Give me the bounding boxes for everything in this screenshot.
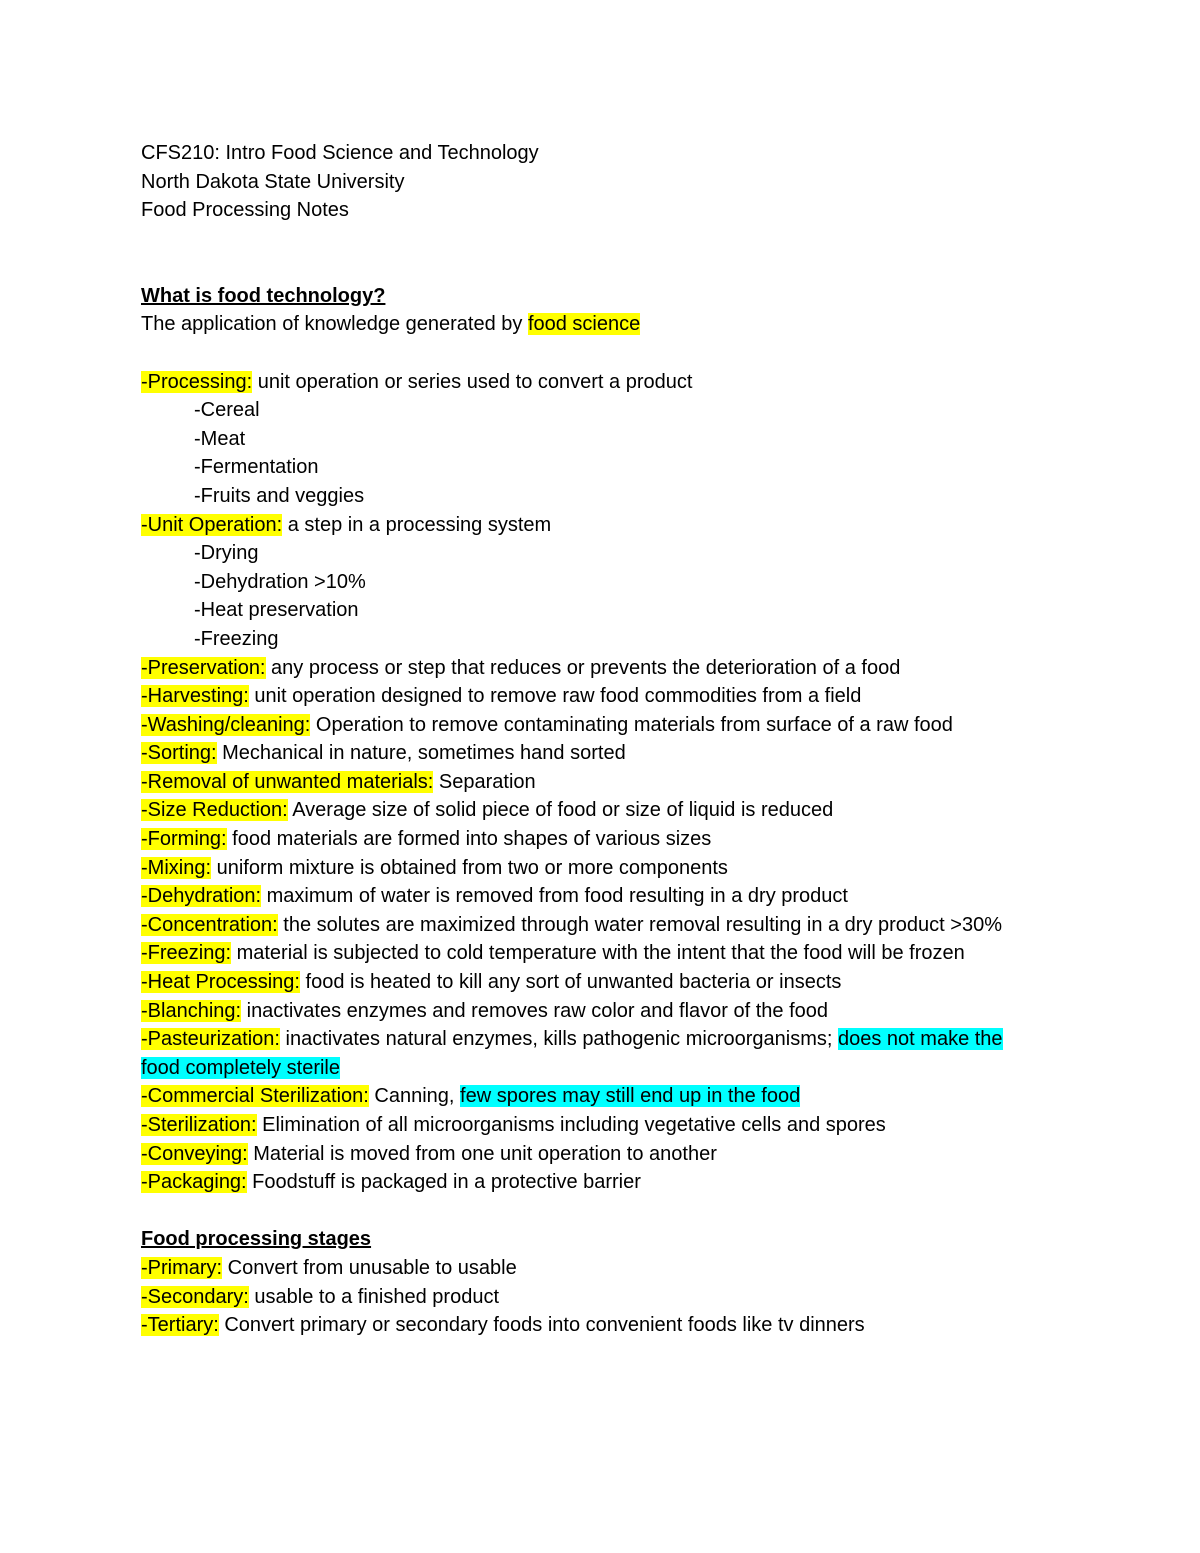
stage-secondary: [141, 1283, 1100, 1312]
term-size-reduction: [141, 796, 1100, 825]
term-sterilization: [141, 1111, 1100, 1140]
term-definition: Convert primary or secondary foods into convenient foods like tv dinners: [218, 1314, 865, 1337]
document-title: Food Processing Notes: [141, 199, 349, 222]
term-definition: the solutes are maximized through water removal resulting in a dry product >30%: [277, 913, 1002, 936]
term-label: -Harvesting:: [141, 685, 249, 708]
term-definition: a step in a processing system: [282, 513, 552, 536]
term-label: -Sorting:: [141, 742, 217, 765]
term-label: -Mixing:: [141, 856, 212, 879]
sub-item: -Drying: [194, 542, 259, 565]
spacer: [141, 1197, 1100, 1226]
term-blanching: [141, 997, 1100, 1026]
term-label: -Blanching:: [141, 999, 242, 1022]
term-definition: Average size of solid piece of food or size of liquid is reduced: [287, 799, 834, 822]
term-mixing: [141, 854, 1100, 883]
term-removal: [141, 768, 1100, 797]
term-definition: uniform mixture is obtained from two or more components: [211, 856, 728, 879]
sub-item: -Freezing: [194, 627, 279, 650]
term-unit-operation: [141, 511, 1100, 540]
term-definition: Foodstuff is packaged in a protective barrier: [246, 1171, 641, 1194]
term-label: -Unit Operation:: [141, 513, 283, 536]
sub-item: -Fruits and veggies: [194, 484, 365, 507]
term-label: -Freezing:: [141, 942, 232, 965]
term-definition: Canning,: [368, 1085, 461, 1108]
term-concentration: [141, 911, 1041, 940]
term-harvesting: [141, 682, 1100, 711]
term-label: -Sterilization:: [141, 1114, 257, 1136]
term-definition: food materials are formed into shapes of various sizes: [226, 828, 712, 851]
term-preservation: [141, 654, 1100, 683]
definition-text: The application of knowledge generated by: [141, 313, 528, 336]
term-conveying: [141, 1140, 1100, 1169]
term-definition: unit operation designed to remove raw food commodities from a field: [248, 685, 862, 708]
sub-item: -Meat: [194, 427, 246, 450]
term-pasteurization: [141, 1025, 1041, 1082]
term-definition: inactivates natural enzymes, kills pathogenic microorganisms;: [279, 1028, 838, 1051]
food-technology-definition: [141, 310, 1100, 339]
sub-item: -Cereal: [194, 399, 260, 422]
term-label: -Heat Processing:: [141, 971, 300, 994]
course-title: CFS210: Intro Food Science and Technology: [141, 142, 539, 164]
term-label: -Processing:: [141, 370, 253, 393]
term-definition: Separation: [433, 770, 536, 793]
spacer: [141, 339, 1100, 368]
term-dehydration: [141, 882, 1100, 911]
section-heading-food-technology: What is food technology?: [141, 284, 386, 307]
term-label: -Washing/cleaning:: [141, 713, 311, 736]
term-definition: usable to a finished product: [248, 1285, 500, 1308]
term-definition: Convert from unusable to usable: [222, 1256, 517, 1279]
term-label: -Secondary:: [141, 1285, 249, 1308]
term-definition: Elimination of all microorganisms including vegetative cells and spores: [256, 1114, 886, 1136]
term-definition: Material is moved from one unit operation to another: [247, 1142, 717, 1165]
term-freezing: [141, 939, 1100, 968]
term-forming: [141, 825, 1100, 854]
term-definition: Operation to remove contaminating materials from surface of a raw food: [310, 713, 953, 736]
term-label: -Conveying:: [141, 1142, 248, 1165]
sub-item: -Fermentation: [194, 456, 319, 479]
term-definition: unit operation or series used to convert a product: [252, 370, 693, 393]
term-sorting: [141, 739, 1100, 768]
term-definition: any process or step that reduces or prevents the deterioration of a food: [265, 656, 901, 679]
term-label: -Commercial Sterilization:: [141, 1085, 369, 1108]
term-definition: Mechanical in nature, sometimes hand sorted: [216, 742, 626, 765]
term-definition: material is subjected to cold temperature with the intent that the food will be frozen: [231, 942, 965, 965]
term-label: -Size Reduction:: [141, 799, 288, 822]
term-packaging: [141, 1168, 1100, 1197]
highlight-note: few spores may still end up in the food: [460, 1085, 801, 1108]
stage-tertiary: [141, 1311, 1100, 1340]
sub-item: -Heat preservation: [194, 599, 359, 622]
highlight-food-science: food science: [527, 313, 641, 336]
university-name: North Dakota State University: [141, 170, 405, 193]
term-label: -Preservation:: [141, 656, 266, 679]
term-definition: maximum of water is removed from food resulting in a dry product: [261, 885, 848, 908]
section-heading-processing-stages: Food processing stages: [141, 1228, 372, 1251]
sub-item: -Dehydration >10%: [194, 570, 366, 593]
spacer: [141, 225, 1100, 282]
stage-primary: [141, 1254, 1100, 1283]
term-definition: inactivates enzymes and removes raw color and flavor of the food: [241, 999, 829, 1022]
term-commercial-sterilization: [141, 1082, 1100, 1111]
term-washing: [141, 711, 1100, 740]
term-definition: food is heated to kill any sort of unwanted bacteria or insects: [299, 971, 842, 994]
term-label: -Packaging:: [141, 1171, 247, 1194]
highlight-note: does not make the food completely sterile: [141, 1028, 1003, 1079]
term-label: -Forming:: [141, 828, 227, 851]
term-label: -Pasteurization:: [141, 1028, 280, 1051]
term-heat-processing: [141, 968, 1100, 997]
term-label: -Primary:: [141, 1256, 223, 1279]
term-label: -Removal of unwanted materials:: [141, 770, 434, 793]
term-label: -Concentration:: [141, 913, 278, 936]
term-processing: [141, 368, 1100, 397]
term-label: -Tertiary:: [141, 1314, 219, 1337]
term-label: -Dehydration:: [141, 885, 262, 908]
